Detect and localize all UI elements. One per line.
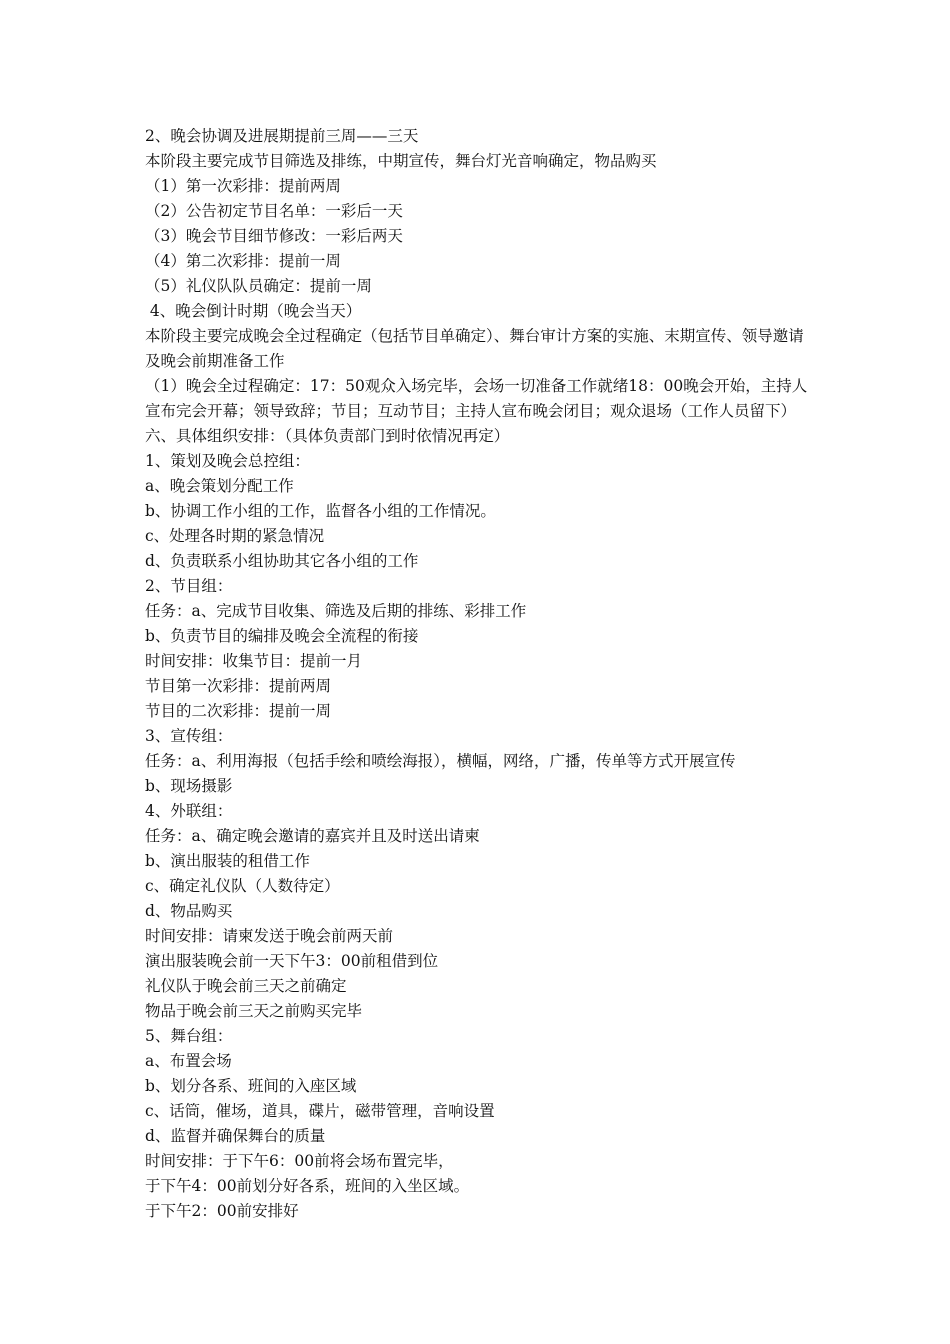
subsection-heading: 1、策划及晚会总控组： — [145, 452, 310, 470]
list-item: b、演出服装的租借工作 — [145, 852, 310, 870]
section-heading: 4、晚会倒计时期（晚会当天） — [145, 302, 362, 320]
list-item: a、布置会场 — [145, 1052, 232, 1070]
schedule-line: 演出服装晚会前一天下午3：00前租借到位 — [145, 952, 439, 970]
list-item: d、监督并确保舞台的质量 — [145, 1127, 326, 1145]
list-item: c、话筒，催场，道具，碟片，磁带管理，音响设置 — [145, 1102, 495, 1120]
paragraph: 本阶段主要完成节目筛选及排练，中期宣传，舞台灯光音响确定，物品购买 — [145, 152, 657, 170]
list-item: （2）公告初定节目名单：一彩后一天 — [145, 202, 403, 220]
schedule-line: 节目第一次彩排：提前两周 — [145, 677, 332, 695]
section-heading: 2、晚会协调及进展期提前三周——三天 — [145, 127, 419, 145]
subsection-heading: 5、舞台组： — [145, 1027, 233, 1045]
paragraph: （1）晚会全过程确定：17：50观众入场完毕，会场一切准备工作就绪18：00晚会开始，主持人宣布完会开幕；领导致辞；节目；互动节目；主持人宣布晚会闭目；观众退场（工作人员留下） — [145, 377, 808, 420]
list-item: a、晚会策划分配工作 — [145, 477, 294, 495]
schedule-line: 时间安排：收集节目：提前一月 — [145, 652, 363, 670]
schedule-line: 物品于晚会前三天之前购买完毕 — [145, 1002, 363, 1020]
schedule-line: 时间安排：于下午6：00前将会场布置完毕， — [145, 1152, 454, 1170]
schedule-line: 节目的二次彩排：提前一周 — [145, 702, 332, 720]
section-heading: 六、具体组织安排：（具体负责部门到时依情况再定） — [145, 427, 510, 445]
list-item: （5）礼仪队队员确定：提前一周 — [145, 277, 372, 295]
list-item: b、负责节目的编排及晚会全流程的衔接 — [145, 627, 419, 645]
document-body — [145, 124, 815, 1224]
schedule-line: 礼仪队于晚会前三天之前确定 — [145, 977, 347, 995]
list-item: 任务：a、利用海报（包括手绘和喷绘海报），横幅，网络，广播，传单等方式开展宣传 — [145, 752, 736, 770]
list-item: c、处理各时期的紧急情况 — [145, 527, 325, 545]
list-item: （4）第二次彩排：提前一周 — [145, 252, 341, 270]
schedule-line: 于下午4：00前划分好各系，班间的入坐区域。 — [145, 1177, 470, 1195]
list-item: b、划分各系、班间的入座区域 — [145, 1077, 357, 1095]
list-item: b、协调工作小组的工作，监督各小组的工作情况。 — [145, 502, 496, 520]
list-item: d、物品购买 — [145, 902, 233, 920]
schedule-line: 于下午2：00前安排好 — [145, 1202, 299, 1220]
subsection-heading: 2、节目组： — [145, 577, 233, 595]
list-item: 任务：a、完成节目收集、筛选及后期的排练、彩排工作 — [145, 602, 527, 620]
list-item: （3）晚会节目细节修改：一彩后两天 — [145, 227, 403, 245]
list-item: （1）第一次彩排：提前两周 — [145, 177, 341, 195]
list-item: d、负责联系小组协助其它各小组的工作 — [145, 552, 419, 570]
subsection-heading: 4、外联组： — [145, 802, 233, 820]
list-item: b、现场摄影 — [145, 777, 233, 795]
schedule-line: 时间安排：请柬发送于晚会前两天前 — [145, 927, 394, 945]
paragraph: 本阶段主要完成晚会全过程确定（包括节目单确定）、舞台审计方案的实施、末期宣传、领导邀请及晚会前期准备工作 — [145, 327, 804, 370]
list-item: c、确定礼仪队（人数待定） — [145, 877, 340, 895]
list-item: 任务：a、确定晚会邀请的嘉宾并且及时送出请柬 — [145, 827, 480, 845]
subsection-heading: 3、宣传组： — [145, 727, 233, 745]
